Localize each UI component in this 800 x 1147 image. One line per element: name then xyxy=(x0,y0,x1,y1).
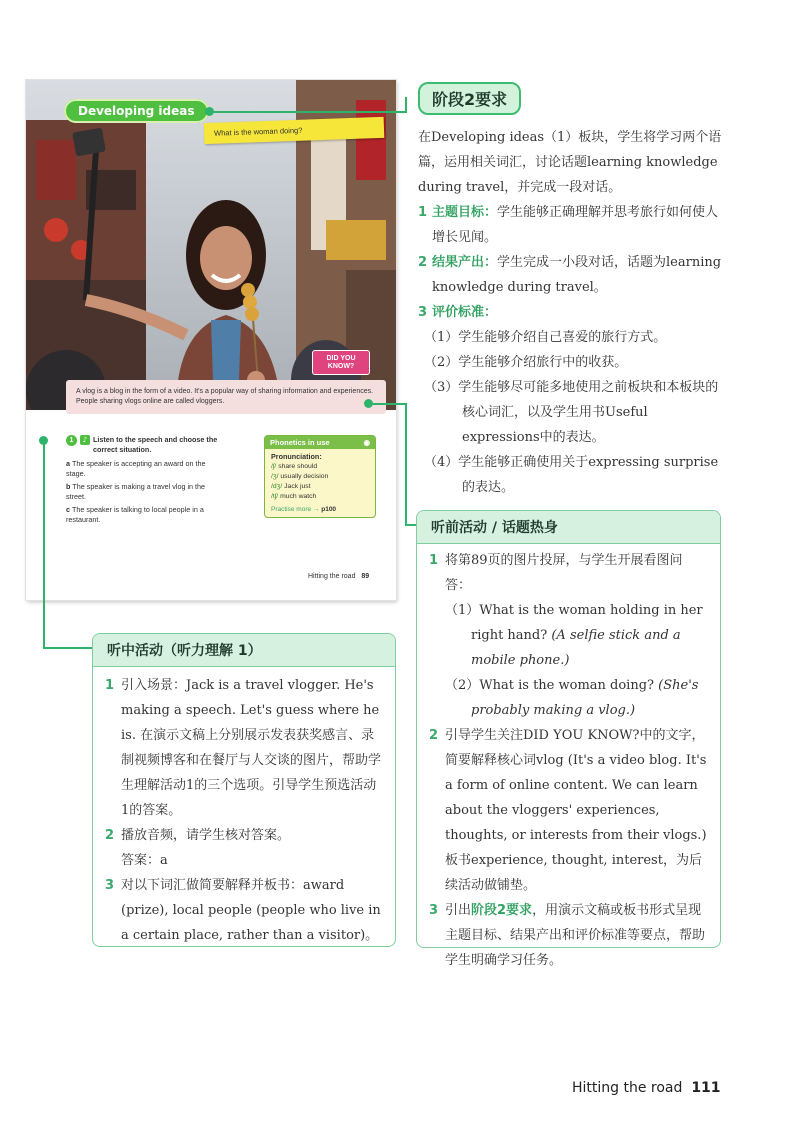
student-page-footer xyxy=(308,572,369,582)
stage2-heading-box xyxy=(418,82,521,115)
option-text: The speaker is talking to local people in a restaurant. xyxy=(66,504,204,525)
student-footer-page: 89 xyxy=(361,573,370,580)
phonetics-header xyxy=(265,436,375,449)
option-b xyxy=(66,482,226,503)
question-note: What is the woman doing? xyxy=(204,117,385,144)
connector-dot xyxy=(364,399,373,408)
option-text: The speaker is making a travel vlog in the street. xyxy=(66,481,206,502)
phonetic-row: /dʒ/ Jack just xyxy=(271,483,311,491)
activity-1 xyxy=(66,435,226,526)
pronunciation-label: Pronunciation: xyxy=(271,452,322,461)
stage2-intro: 在Developing ideas（1）板块，学生将学习两个语篇，运用相关词汇，讨论话题learning knowledge during travel，并完成一段对话。 xyxy=(418,130,722,195)
phonetic-row: /tʃ/ much watch xyxy=(271,492,317,500)
connector-line xyxy=(368,403,406,405)
criteria-item: （1）学生能够介绍自己喜爱的旅行方式。 xyxy=(424,330,667,345)
warmup-heading: 听前活动 / 话题热身 xyxy=(417,511,720,544)
stage2-item: 1 主题目标：学生能够正确理解并思考旅行如何使人增长见闻。 xyxy=(418,205,719,245)
criteria-item: （4）学生能够正确使用关于expressing surprise的表达。 xyxy=(424,455,719,495)
activity-number-badge: 1 xyxy=(66,435,77,446)
section-pill-wrap xyxy=(64,100,209,119)
student-book-page xyxy=(26,80,396,600)
warmup-question-1: （1）What is the woman holding in her right hand? (A selfie stick and a mobile phone.) xyxy=(445,603,703,668)
criteria-item: （3）学生能够尽可能多地使用之前板块和本板块的核心词汇，以及学生用书Useful expressions中的表达。 xyxy=(424,380,719,445)
option-a xyxy=(66,459,226,480)
option-text: The speaker is accepting an award on the stage. xyxy=(66,458,206,479)
listening-heading: 听中活动（听力理解 1） xyxy=(93,634,395,667)
stage2-item: 3 评价标准： xyxy=(418,305,498,320)
vlog-caption: A vlog is a blog in the form of a video. It's a popular way of sharing information and experiences. People sharing vlogs online are called vloggers. xyxy=(66,380,386,414)
stage2-heading: 阶段2要求 xyxy=(432,90,508,109)
option-letter: b xyxy=(66,481,71,491)
option-letter: c xyxy=(66,504,70,514)
warmup-panel xyxy=(416,510,721,968)
listening-panel xyxy=(92,633,396,947)
warmup-question-2: （2）What is the woman doing? (She's probably making a vlog.) xyxy=(445,678,699,718)
connector-dot xyxy=(39,436,48,445)
phonetics-box xyxy=(264,435,376,518)
page-footer xyxy=(572,1080,721,1096)
student-footer-title: Hitting the road xyxy=(308,573,356,580)
connector-line xyxy=(43,647,93,649)
did-you-know-badge: DID YOU KNOW? xyxy=(312,350,370,375)
activity-instruction: Listen to the speech and choose the correct situation. xyxy=(93,435,218,455)
warmup-item-3: 3 引出阶段2要求，用演示文稿或板书形式呈现主题目标、结果产出和评价标准等要点，帮助学生明确学习任务。 xyxy=(429,903,706,968)
stage2-body xyxy=(418,125,723,500)
practise-more: Practise more → p100 xyxy=(271,505,337,513)
listening-item-3: 3 对以下词汇做简要解释并板书：award (prize), local people (people who live in a certain place, rather than a visitor)。 xyxy=(105,878,381,943)
stage2-item: 2 结果产出：学生完成一小段对话，话题为learning knowledge during travel。 xyxy=(418,255,722,295)
phonetic-row: /ʃ/ share should xyxy=(271,463,318,471)
connector-line xyxy=(210,111,406,113)
warmup-item-1: 1 将第89页的图片投屏，与学生开展看图问答： xyxy=(429,553,683,593)
phonetics-title: Phonetics in use xyxy=(270,438,330,447)
listening-answer: 答案：a xyxy=(121,853,168,868)
developing-ideas-pill: Developing ideas xyxy=(64,99,209,123)
connector-dot xyxy=(205,107,214,116)
headphones-icon: ♪ xyxy=(80,435,90,445)
warmup-item-2: 2 引导学生关注DID YOU KNOW?中的文字，简要解释核心词vlog (It's a video blog. It's a form of online content. We can learn about the vloggers' experiences, thoughts, or interests from their vlogs.) 板书experience, thought, interest，为后续活动做铺垫。 xyxy=(429,728,707,893)
speaker-icon: ◉ xyxy=(363,438,370,447)
criteria-list xyxy=(418,325,723,500)
phonetic-row: /ʒ/ usually decision xyxy=(271,473,329,481)
connector-line xyxy=(405,403,407,526)
listening-item-1: 1 引入场景：Jack is a travel vlogger. He's making a speech. Let's guess where he is. 在演示文稿上分别展示发表获奖感言、录制视频博客和在餐厅与人交谈的图片，帮助学生理解活动1的三个选项。引导学生预选活动1的答案。 xyxy=(105,678,382,818)
footer-page-number: 111 xyxy=(691,1080,721,1096)
option-c xyxy=(66,505,226,526)
option-letter: a xyxy=(66,458,70,468)
footer-title: Hitting the road xyxy=(572,1080,683,1096)
criteria-item: （2）学生能够介绍旅行中的收获。 xyxy=(424,355,628,370)
connector-line xyxy=(43,440,45,648)
connector-line xyxy=(405,97,407,113)
listening-item-2: 2 播放音频，请学生核对答案。 xyxy=(105,828,291,843)
